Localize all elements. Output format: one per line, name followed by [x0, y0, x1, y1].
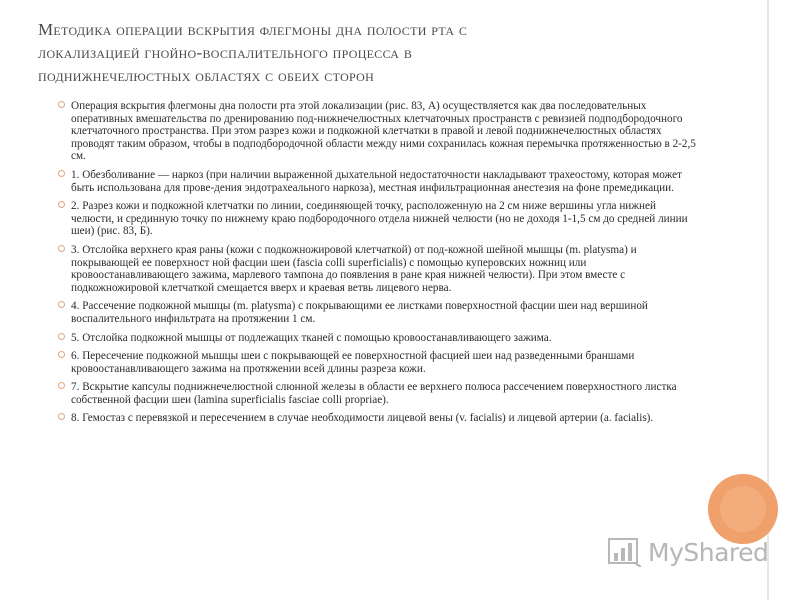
title-line: Методика операции вскрытия флегмоны дна полости рта с — [38, 20, 468, 39]
title-line: поднижнечелюстных областях с обеих сторон — [38, 66, 375, 85]
watermark-logo — [608, 534, 768, 570]
bullet-icon — [58, 301, 65, 308]
watermark-text: MyShared — [648, 537, 769, 567]
bullet-icon — [58, 245, 65, 252]
list-item — [58, 412, 698, 425]
list-item-text: 7. Вскрытие капсулы поднижнечелюстной слюнной железы в области ее верхнего полюса рассечением поверхностного листка собственной фасции шеи (lamina superficialis fasciae colli propriae). — [71, 381, 677, 406]
bullet-icon — [58, 413, 65, 420]
list-item — [58, 244, 698, 294]
list-item — [58, 381, 698, 406]
list-item-text: 1. Обезболивание — наркоз (при наличии выраженной дыхательной недостаточности накладывают трахеостому, которая может быть использована для прове-дения эндотрахеального наркоза), местная инфильтрационная анестезия на фоне премедикации. — [71, 168, 682, 194]
list-item-text: 2. Разрез кожи и подкожной клетчатки по линии, соединяющей точку, расположенную на 2 см ниже вершины угла нижней челюсти, и срединную точку по нижнему краю подбородочного отдела нижней челюсти (но не доходя 1-1,5 см до средней линии шеи) (рис. 83, Б). — [71, 200, 688, 238]
list-item-text: 8. Гемостаз с перевязкой и пересечением в случае необходимости лицевой вены (v. facialis) и лицевой артерии (a. facialis). — [71, 412, 654, 425]
list-item-text: 5. Отслойка подкожной мышцы от подлежащих тканей с помощью кровоостанавливающего зажима. — [71, 331, 552, 344]
list-item-text: 6. Пересечение подкожной мышцы шеи с покрывающей ее поверхностной фасцией шеи над разведенными браншами кровоостанавливающего зажима на протяжении всей длины разреза кожи. — [71, 350, 635, 375]
content-list — [58, 100, 698, 431]
list-item — [58, 332, 698, 345]
list-item — [58, 300, 698, 325]
list-item-text: 3. Отслойка верхнего края раны (кожи с подкожножировой клетчаткой) от под-кожной шейной мышцы (m. platysma) и покрывающей ее поверхност ной фасции шеи (fascia colli superficialis) с помощью куперовских ножниц или кровоостанавливающего зажима, марлевого тампона до появления в ране края нижней челюсти). При этом вместе с подкожножировой клетчаткой смещается вверх и краевая ветвь лицевого нерва. — [71, 243, 637, 294]
list-item — [58, 350, 698, 375]
bullet-icon — [58, 201, 65, 208]
list-item-text: 4. Рассечение подкожной мышцы (m. platysma) с покрывающими ее листками поверхностной фасции шеи над вершиной воспалительного инфильтрата на протяжении 1 см. — [71, 300, 648, 325]
list-item-text: Операция вскрытия флегмоны дна полости рта этой локализации (рис. 83, А) осуществляется как два последовательных оперативных вмешательства по дренированию под-нижнечелюстных клетчаточных пространств с ревизией подподбородочного клетчаточного пространства. При этом разрез кожи и подкожной клетчатки в правой и левой поднижнечелюстных областях проводят таким образом, чтобы в подподбородочной области между ними сохранилась кожная перемычка протяженностью в 2-2,5 см. — [71, 100, 696, 163]
bullet-icon — [58, 170, 65, 177]
list-item — [58, 200, 698, 238]
list-item — [58, 169, 698, 194]
bar-chart-logo-icon — [608, 537, 642, 567]
title-line: локализацией гнойно-воспалительного процесса в — [38, 43, 413, 62]
bullet-icon — [58, 351, 65, 358]
bullet-icon — [58, 333, 65, 340]
bullet-icon — [58, 101, 65, 108]
page-title — [38, 18, 648, 87]
list-item — [58, 100, 698, 163]
bullet-icon — [58, 382, 65, 389]
